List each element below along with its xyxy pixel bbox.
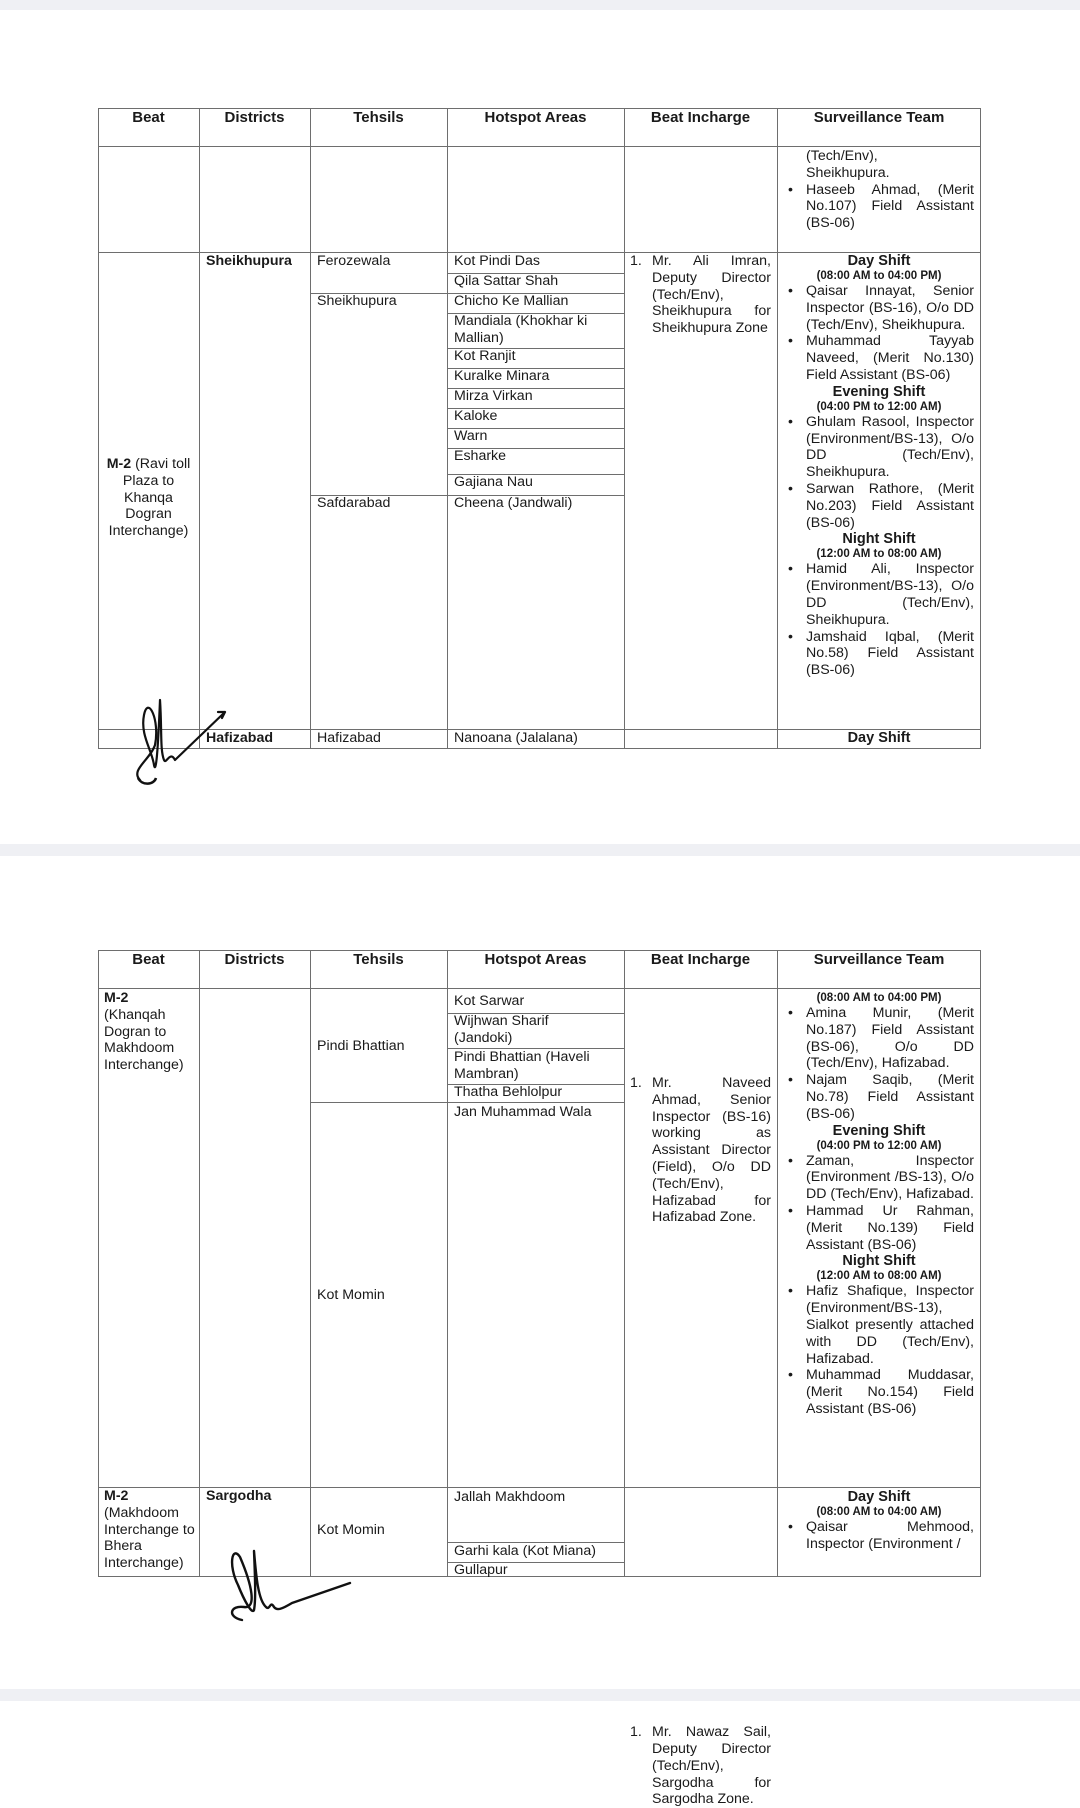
- column-divider: [310, 950, 311, 1577]
- surveillance-team: [784, 991, 974, 1418]
- hotspot-area: Pindi Bhattian (Haveli Mambran): [454, 1049, 590, 1082]
- team-member: • Zaman, Inspector (Environment /BS-13), O/o DD (Tech/Env), Hafizabad.: [806, 1153, 974, 1203]
- team-member: • Ghulam Rasool, Inspector (Environment/BS-13), O/o DD (Tech/Env), Sheikhupura.: [806, 414, 974, 481]
- beat-incharge: [630, 1724, 771, 1808]
- tehsil-name: Ferozewala: [317, 253, 391, 269]
- team-member: • Muhammad Muddasar, (Merit No.154) Field Assistant (BS-06): [806, 1367, 974, 1417]
- beat-incharge: [630, 1075, 771, 1226]
- column-divider: [624, 950, 625, 1577]
- district-name: Hafizabad: [206, 730, 274, 746]
- viewer-bottom-band: [0, 1689, 1080, 1701]
- column-divider: [447, 950, 448, 1577]
- hotspot-area: Mirza Virkan: [454, 388, 533, 404]
- hotspot-area: Jan Muhammad Wala: [454, 1104, 592, 1120]
- beat-route: (Khanqah Dogran to Makhdoom Interchange): [104, 1006, 184, 1074]
- surveillance-team: [784, 253, 974, 679]
- column-divider: [624, 108, 625, 749]
- hotspot-area: Mandiala (Khokhar ki Mallian): [454, 313, 588, 346]
- header-hotspot-areas: Hotspot Areas: [484, 951, 587, 968]
- hotspot-area: Chicho Ke Mallian: [454, 293, 569, 309]
- tehsil-name: Hafizabad: [317, 730, 381, 746]
- hotspot-area: Esharke: [454, 448, 507, 464]
- shift-time: (04:00 PM to 12:00 AM): [816, 1139, 942, 1152]
- team-member: • Hamid Ali, Inspector (Environment/BS-13), O/o DD (Tech/Env), Sheikhupura.: [806, 561, 974, 628]
- list-number: 1.: [630, 1724, 642, 1741]
- header-beat-incharge: Beat Incharge: [650, 951, 751, 968]
- team-line: Sheikhupura.: [806, 164, 890, 181]
- hotspot-area: Kaloke: [454, 408, 498, 424]
- header-hotspot-areas: Hotspot Areas: [484, 109, 587, 126]
- header-tehsils: Tehsils: [353, 951, 404, 968]
- beat-route: (Makhdoom Interchange to Bhera Interchange): [104, 1504, 195, 1572]
- header-districts: Districts: [224, 951, 285, 968]
- column-divider: [199, 108, 200, 749]
- header-surveillance-team: Surveillance Team: [813, 109, 945, 126]
- beat-route: (Ravi toll Plaza to Khanqa Dogran Interchange): [108, 456, 191, 540]
- surveillance-team-continued: [784, 148, 974, 232]
- column-divider: [777, 108, 778, 749]
- team-member: • Najam Saqib, (Merit No.78) Field Assistant (BS-06): [806, 1072, 974, 1122]
- tehsil-name: Sheikhupura: [317, 293, 397, 309]
- surveillance-team: [784, 1489, 974, 1553]
- beat-code: M-2: [104, 1488, 129, 1504]
- signature: [130, 690, 250, 790]
- shift-title: Day Shift: [847, 253, 911, 269]
- hotspot-area: Wijhwan Sharif (Jandoki): [454, 1013, 549, 1046]
- shift-time: (08:00 AM to 04:00 PM): [816, 270, 942, 282]
- team-member: • Qaisar Innayat, Senior Inspector (BS-16), O/o DD (Tech/Env), Sheikhupura.: [806, 283, 974, 333]
- beat-name: [100, 456, 197, 540]
- team-member: • Jamshaid Iqbal, (Merit No.58) Field Assistant (BS-06): [806, 629, 974, 679]
- tehsil-name: Kot Momin: [317, 1522, 385, 1538]
- team-member: • Haseeb Ahmad, (Merit No.107) Field Assistant (BS-06): [806, 182, 974, 232]
- beat-name: [104, 1488, 196, 1572]
- hotspot-area: Kuralke Minara: [454, 368, 550, 384]
- team-member: • Qaisar Mehmood, Inspector (Environment /: [806, 1519, 974, 1553]
- hotspot-area: Gajiana Nau: [454, 474, 533, 490]
- shift-title: Night Shift: [842, 1253, 916, 1270]
- hotspot-area: Nanoana (Jalalana): [454, 730, 578, 746]
- incharge-text: Mr. Ali Imran, Deputy Director (Tech/Env), Sheikhupura for Sheikhupura Zone: [652, 253, 771, 337]
- hotspot-area: Gullapur: [454, 1562, 508, 1578]
- team-member: • Hammad Ur Rahman, (Merit No.139) Field Assistant (BS-06): [806, 1203, 974, 1253]
- beat-name: [104, 990, 196, 1074]
- header-surveillance-team: Surveillance Team: [813, 951, 945, 968]
- district-name: Sargodha: [206, 1488, 272, 1504]
- hotspot-area: Kot Sarwar: [454, 993, 525, 1009]
- hotspot-area: Qila Sattar Shah: [454, 273, 559, 289]
- document-page-1: [0, 0, 1080, 746]
- hotspot-area: Cheena (Jandwali): [454, 495, 573, 511]
- header-divider: [98, 988, 981, 989]
- header-beat-incharge: Beat Incharge: [650, 109, 751, 126]
- hotspot-area: Kot Pindi Das: [454, 253, 540, 269]
- header-divider: [98, 146, 981, 147]
- hotspot-area: Warn: [454, 428, 488, 444]
- column-divider: [777, 950, 778, 1577]
- column-divider: [199, 950, 200, 1577]
- shift-time: (08:00 AM to 04:00 AM): [816, 1506, 942, 1518]
- district-name: Sheikhupura: [206, 253, 292, 269]
- team-member: • Hafiz Shafique, Inspector (Environment/BS-13), Sialkot presently attached with DD (Tech/Env), Hafizabad.: [806, 1283, 974, 1367]
- shift-title: Day Shift: [847, 1489, 911, 1505]
- shift-time: (04:00 PM to 12:00 AM): [816, 400, 942, 413]
- column-divider: [310, 108, 311, 749]
- hotspot-area: Jallah Makhdoom: [454, 1489, 566, 1505]
- shift-title: Night Shift: [842, 531, 916, 548]
- tehsil-name: Safdarabad: [317, 495, 391, 511]
- header-beat: Beat: [132, 951, 165, 968]
- team-line: (Tech/Env),: [806, 148, 878, 164]
- tehsil-name: Kot Momin: [317, 1287, 385, 1303]
- shift-time: (08:00 AM to 04:00 PM): [816, 992, 942, 1004]
- signature: [222, 1545, 362, 1625]
- tehsil-name: Pindi Bhattian: [317, 1038, 405, 1054]
- hotspot-divider: [447, 1102, 624, 1103]
- shift-time: (12:00 AM to 08:00 AM): [816, 1270, 942, 1283]
- hotspot-area: Thatha Behlolpur: [454, 1084, 563, 1100]
- header-districts: Districts: [224, 109, 285, 126]
- tehsil-divider: [310, 1102, 447, 1103]
- beat-code: M-2: [104, 990, 129, 1006]
- header-tehsils: Tehsils: [353, 109, 404, 126]
- hotspot-area: Garhi kala (Kot Miana): [454, 1543, 596, 1559]
- list-number: 1.: [630, 253, 642, 269]
- shift-title: Evening Shift: [832, 383, 926, 400]
- viewer-top-band: [0, 0, 1080, 10]
- header-beat: Beat: [132, 109, 165, 126]
- team-member: • Muhammad Tayyab Naveed, (Merit No.130) Field Assistant (BS-06): [806, 333, 974, 383]
- shift-title: Day Shift: [847, 730, 911, 746]
- list-number: 1.: [630, 1074, 642, 1091]
- team-member: • Amina Munir, (Merit No.187) Field Assistant (BS-06), O/o DD (Tech/Env), Hafizabad.: [806, 1005, 974, 1072]
- beat-code: M-2: [106, 456, 132, 472]
- shift-time: (12:00 AM to 08:00 AM): [816, 548, 942, 561]
- incharge-text: Mr. Nawaz Sail, Deputy Director (Tech/Env), Sargodha for Sargodha Zone.: [652, 1724, 771, 1808]
- team-member: • Sarwan Rathore, (Merit No.203) Field Assistant (BS-06): [806, 481, 974, 531]
- viewer-page-gap: [0, 844, 1080, 856]
- beat-incharge: [630, 253, 771, 337]
- incharge-text: Mr. Naveed Ahmad, Senior Inspector (BS-16) working as Assistant Director (Field), O/o DD (Tech/Env), Hafizabad for Hafizabad Zone.: [652, 1074, 771, 1226]
- hotspot-area: Kot Ranjit: [454, 348, 516, 364]
- shift-title: Evening Shift: [832, 1122, 926, 1139]
